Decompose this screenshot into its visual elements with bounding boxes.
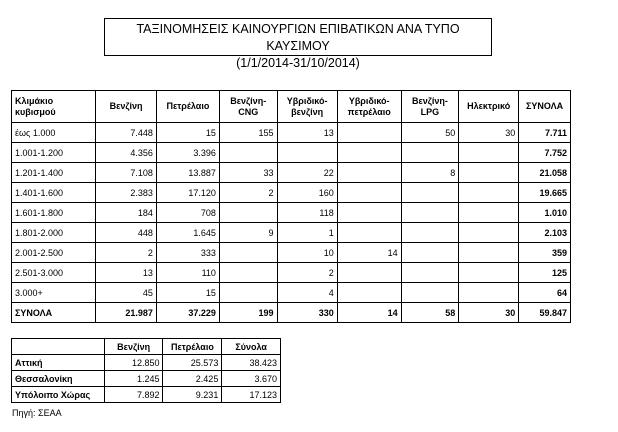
table-cell[interactable]: 22: [277, 163, 337, 183]
table-row: [12, 263, 571, 283]
table-cell[interactable]: 17.120: [156, 183, 219, 203]
table-cell[interactable]: 184: [96, 203, 157, 223]
table-cell[interactable]: [219, 243, 277, 263]
row-label[interactable]: 1.401-1.600: [12, 183, 96, 203]
row-label[interactable]: 2.001-2.500: [12, 243, 96, 263]
table-row: [12, 163, 571, 183]
table-cell[interactable]: [401, 143, 459, 163]
column-header[interactable]: Βενζίνη: [104, 339, 163, 355]
table-cell[interactable]: 9: [219, 223, 277, 243]
source-note: Πηγή: ΣΕΑΑ: [12, 408, 62, 418]
column-header[interactable]: Πετρέλαιο: [163, 339, 222, 355]
table-cell[interactable]: 3.670: [222, 371, 281, 387]
table-cell[interactable]: [337, 223, 401, 243]
table-cell[interactable]: 1.245: [104, 371, 163, 387]
table-cell[interactable]: [219, 263, 277, 283]
table-cell[interactable]: [459, 183, 519, 203]
table-cell[interactable]: 30: [459, 123, 519, 143]
table-cell[interactable]: 125: [519, 263, 571, 283]
table-row: [12, 283, 571, 303]
region-row: [12, 355, 281, 371]
table-cell[interactable]: [219, 203, 277, 223]
table-cell[interactable]: 13: [277, 123, 337, 143]
table-cell[interactable]: [401, 223, 459, 243]
table-cell[interactable]: 14: [337, 243, 401, 263]
totals-label[interactable]: ΣΥΝΟΛΑ: [12, 303, 96, 323]
totals-row: [12, 303, 571, 323]
table-cell[interactable]: 15: [156, 283, 219, 303]
table-cell[interactable]: 38.423: [222, 355, 281, 371]
total-cell[interactable]: 59.847: [519, 303, 571, 323]
region-label[interactable]: Θεσσαλονίκη: [12, 371, 105, 387]
region-label[interactable]: Αττική: [12, 355, 105, 371]
row-label[interactable]: 1.001-1.200: [12, 143, 96, 163]
table-cell[interactable]: 2: [96, 243, 157, 263]
table-cell[interactable]: 21.058: [519, 163, 571, 183]
column-header[interactable]: Υβριδικό-βενζίνη: [277, 91, 337, 123]
region-table: [11, 338, 281, 403]
total-cell[interactable]: 30: [459, 303, 519, 323]
table-cell[interactable]: 155: [219, 123, 277, 143]
region-row: [12, 371, 281, 387]
table-cell[interactable]: [459, 143, 519, 163]
column-header[interactable]: Ηλεκτρικό: [459, 91, 519, 123]
table-cell[interactable]: [277, 143, 337, 163]
table-cell[interactable]: 118: [277, 203, 337, 223]
total-cell[interactable]: 199: [219, 303, 277, 323]
table-row: [12, 143, 571, 163]
table-cell[interactable]: [337, 123, 401, 143]
table-cell[interactable]: 13: [96, 263, 157, 283]
table-row: [12, 243, 571, 263]
table-cell[interactable]: 3.396: [156, 143, 219, 163]
table-cell[interactable]: 4: [277, 283, 337, 303]
table-cell[interactable]: [337, 143, 401, 163]
table-cell[interactable]: 4.356: [96, 143, 157, 163]
row-label[interactable]: 3.000+: [12, 283, 96, 303]
main-table: [11, 90, 571, 323]
table-cell[interactable]: [337, 203, 401, 223]
table-cell[interactable]: 25.573: [163, 355, 222, 371]
column-header[interactable]: Πετρέλαιο: [156, 91, 219, 123]
title-line-2: (1/1/2014-31/10/2014): [236, 56, 360, 70]
table-cell[interactable]: 12.850: [104, 355, 163, 371]
table-cell[interactable]: 33: [219, 163, 277, 183]
table-cell[interactable]: 359: [519, 243, 571, 263]
table-cell[interactable]: [459, 223, 519, 243]
table-cell[interactable]: 19.665: [519, 183, 571, 203]
total-cell[interactable]: 14: [337, 303, 401, 323]
total-cell[interactable]: 58: [401, 303, 459, 323]
table-cell[interactable]: [459, 203, 519, 223]
row-label[interactable]: έως 1.000: [12, 123, 96, 143]
row-label[interactable]: 2.501-3.000: [12, 263, 96, 283]
table-cell[interactable]: 50: [401, 123, 459, 143]
title-line-1: ΤΑΞΙΝΟΜΗΣΕΙΣ ΚΑΙΝΟΥΡΓΙΩΝ ΕΠΙΒΑΤΙΚΩΝ ΑΝΑ ΤΥΠΟ ΚΑΥΣΙΜΟΥ: [136, 22, 460, 53]
header-row: [12, 91, 571, 123]
column-header[interactable]: Βενζίνη-CNG: [219, 91, 277, 123]
column-header[interactable]: Σύνολα: [222, 339, 281, 355]
total-cell[interactable]: 37.229: [156, 303, 219, 323]
table-cell[interactable]: 2.383: [96, 183, 157, 203]
column-header[interactable]: [12, 339, 105, 355]
table-cell[interactable]: 7.752: [519, 143, 571, 163]
table-cell[interactable]: 7.108: [96, 163, 157, 183]
table-cell[interactable]: 17.123: [222, 387, 281, 403]
table-cell[interactable]: [219, 143, 277, 163]
table-row: [12, 203, 571, 223]
table-row: [12, 183, 571, 203]
column-header[interactable]: ΣΥΝΟΛΑ: [519, 91, 571, 123]
total-cell[interactable]: 330: [277, 303, 337, 323]
column-header[interactable]: Βενζίνη-LPG: [401, 91, 459, 123]
table-cell[interactable]: 448: [96, 223, 157, 243]
table-cell[interactable]: [219, 283, 277, 303]
column-header[interactable]: Κλιμάκιο κυβισμού: [12, 91, 96, 123]
table-cell[interactable]: 1: [277, 223, 337, 243]
table-cell[interactable]: 110: [156, 263, 219, 283]
table-cell[interactable]: 1.645: [156, 223, 219, 243]
table-cell[interactable]: 2.103: [519, 223, 571, 243]
table-cell[interactable]: 160: [277, 183, 337, 203]
table-cell[interactable]: [337, 263, 401, 283]
table-cell[interactable]: [401, 183, 459, 203]
table-cell[interactable]: 13.887: [156, 163, 219, 183]
row-label[interactable]: 1.801-2.000: [12, 223, 96, 243]
table-cell[interactable]: 333: [156, 243, 219, 263]
region-row: [12, 387, 281, 403]
table-cell[interactable]: 2.425: [163, 371, 222, 387]
table-cell[interactable]: [401, 263, 459, 283]
table-cell[interactable]: [401, 203, 459, 223]
table-cell[interactable]: [459, 283, 519, 303]
table-cell[interactable]: 2: [219, 183, 277, 203]
table-cell[interactable]: [459, 163, 519, 183]
table-cell[interactable]: 708: [156, 203, 219, 223]
table-cell[interactable]: 7.711: [519, 123, 571, 143]
column-header[interactable]: Υβριδικό-πετρέλαιο: [337, 91, 401, 123]
table-cell[interactable]: 45: [96, 283, 157, 303]
table-row: [12, 223, 571, 243]
table-cell[interactable]: 10: [277, 243, 337, 263]
table-cell[interactable]: 64: [519, 283, 571, 303]
table-cell[interactable]: [337, 183, 401, 203]
table-cell[interactable]: [337, 163, 401, 183]
region-label[interactable]: Υπόλοιπο Χώρας: [12, 387, 105, 403]
table-cell[interactable]: [337, 283, 401, 303]
table-cell[interactable]: [401, 243, 459, 263]
row-label[interactable]: 1.601-1.800: [12, 203, 96, 223]
table-row: [12, 123, 571, 143]
table-cell[interactable]: [459, 243, 519, 263]
title-box: [104, 18, 492, 70]
total-cell[interactable]: 21.987: [96, 303, 157, 323]
table-cell[interactable]: 8: [401, 163, 459, 183]
table-cell[interactable]: 7.892: [104, 387, 163, 403]
table-cell[interactable]: 1.010: [519, 203, 571, 223]
row-label[interactable]: 1.201-1.400: [12, 163, 96, 183]
column-header[interactable]: Βενζίνη: [96, 91, 157, 123]
table-cell[interactable]: [401, 283, 459, 303]
region-header-row: [12, 339, 281, 355]
table-cell[interactable]: [459, 263, 519, 283]
table-cell[interactable]: 9.231: [163, 387, 222, 403]
table-cell[interactable]: 2: [277, 263, 337, 283]
table-cell[interactable]: 7.448: [96, 123, 157, 143]
table-cell[interactable]: 15: [156, 123, 219, 143]
